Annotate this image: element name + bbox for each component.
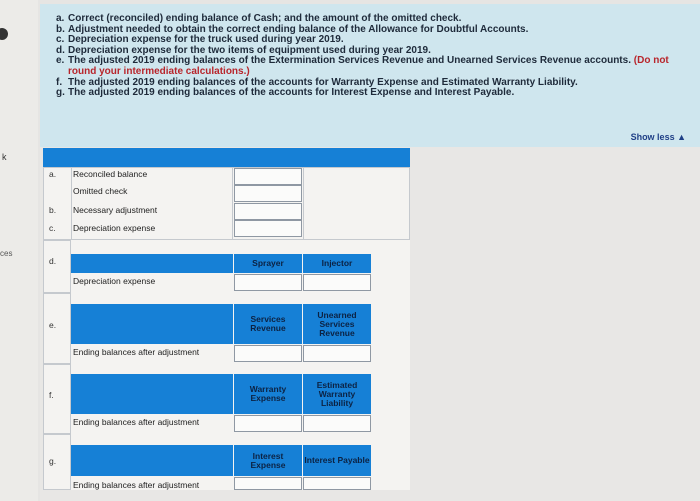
- unearned-services-revenue-header: Unearned Services Revenue: [303, 304, 371, 344]
- label-column: [71, 167, 233, 240]
- services-revenue-header: Services Revenue: [234, 304, 302, 344]
- instructions-list: [56, 14, 690, 99]
- instruction-letter: g.: [56, 87, 65, 99]
- section-d-header: [71, 254, 233, 273]
- instruction-text: [68, 56, 690, 77]
- instruction-body: Depreciation expense for the truck used during year 2019.: [68, 34, 344, 46]
- row-letter: b.: [49, 205, 57, 215]
- left-panel: [0, 0, 38, 501]
- row-letter: e.: [49, 320, 57, 330]
- letter-cell: [43, 434, 71, 490]
- row-label: Ending balances after adjustment: [73, 347, 200, 357]
- instruction-letter: c.: [56, 34, 65, 46]
- answer-table: [43, 148, 410, 490]
- reconciled-balance-input[interactable]: [234, 168, 302, 185]
- instruction-note: (Do not round your intermediate calculations.): [68, 55, 669, 77]
- instruction-body: The adjusted 2019 ending balances of the accounts for Interest Expense and Interest Payable.: [68, 87, 515, 99]
- interest-payable-header: Interest Payable: [303, 445, 371, 476]
- row-letter: g.: [49, 456, 57, 466]
- instruction-body: The adjusted 2019 ending balances of the accounts for Warranty Expense and Estimated Warranty Liability.: [68, 76, 578, 88]
- row-label: Ending balances after adjustment: [73, 417, 200, 427]
- injector-header: Injector: [303, 254, 371, 273]
- scroll-indicator: [0, 28, 8, 40]
- answer-area: [40, 147, 700, 501]
- warranty-expense-header: Warranty Expense: [234, 374, 302, 414]
- injector-depreciation-input[interactable]: [303, 274, 371, 291]
- show-less-link[interactable]: Show less ▲: [630, 132, 686, 142]
- instruction-body: Correct (reconciled) ending balance of Cash; and the amount of the omitted check.: [68, 13, 462, 24]
- sprayer-depreciation-input[interactable]: [234, 274, 302, 291]
- unearned-services-revenue-input[interactable]: [303, 345, 371, 362]
- services-revenue-input[interactable]: [234, 345, 302, 362]
- row-label: Ending balances after adjustment: [73, 480, 200, 490]
- interest-expense-header: Interest Expense: [234, 445, 302, 476]
- row-label: Reconciled balance: [73, 169, 148, 179]
- interest-payable-input[interactable]: [303, 477, 371, 490]
- row-letter: a.: [49, 169, 57, 179]
- instruction-item: [56, 56, 690, 77]
- instructions-panel: [40, 4, 700, 147]
- interest-expense-input[interactable]: [234, 477, 302, 490]
- row-letter: f.: [49, 390, 54, 400]
- instruction-body: Depreciation expense for the two items of equipment used during year 2019.: [68, 44, 431, 56]
- row-label: Necessary adjustment: [73, 205, 158, 215]
- instruction-text: [68, 88, 690, 99]
- depreciation-expense-input[interactable]: [234, 220, 302, 237]
- instruction-body: The adjusted 2019 ending balances of the Extermination Services Revenue and Unearned Services Revenue accounts.: [68, 55, 631, 67]
- left-margin-text: ces: [0, 249, 13, 258]
- left-margin-text: k: [2, 152, 7, 162]
- row-letter: d.: [49, 256, 57, 266]
- instruction-body: Adjustment needed to obtain the correct ending balance of the Allowance for Doubtful Accounts.: [68, 23, 529, 35]
- warranty-expense-input[interactable]: [234, 415, 302, 432]
- instruction-letter: b.: [56, 23, 65, 35]
- instruction-letter: d.: [56, 44, 65, 56]
- sprayer-header: Sprayer: [234, 254, 302, 273]
- empty-column: [303, 167, 410, 240]
- letter-cell: [43, 364, 71, 434]
- instruction-letter: a.: [56, 13, 65, 24]
- necessary-adjustment-input[interactable]: [234, 203, 302, 220]
- omitted-check-input[interactable]: [234, 185, 302, 202]
- row-label: Omitted check: [73, 186, 128, 196]
- letter-cell: [43, 293, 71, 364]
- row-label: Depreciation expense: [73, 223, 156, 233]
- instruction-letter: f.: [56, 76, 63, 88]
- instruction-item: [56, 88, 690, 99]
- section-e-header: [71, 304, 233, 344]
- letter-cell: [43, 240, 71, 293]
- instruction-letter: e.: [56, 55, 65, 67]
- estimated-warranty-liability-header: Estimated Warranty Liability: [303, 374, 371, 414]
- row-label: Depreciation expense: [73, 276, 156, 286]
- row-letter: c.: [49, 223, 56, 233]
- section-g-header: [71, 445, 233, 476]
- section-f-header: [71, 374, 233, 414]
- estimated-warranty-liability-input[interactable]: [303, 415, 371, 432]
- table-header-bar: [43, 148, 410, 167]
